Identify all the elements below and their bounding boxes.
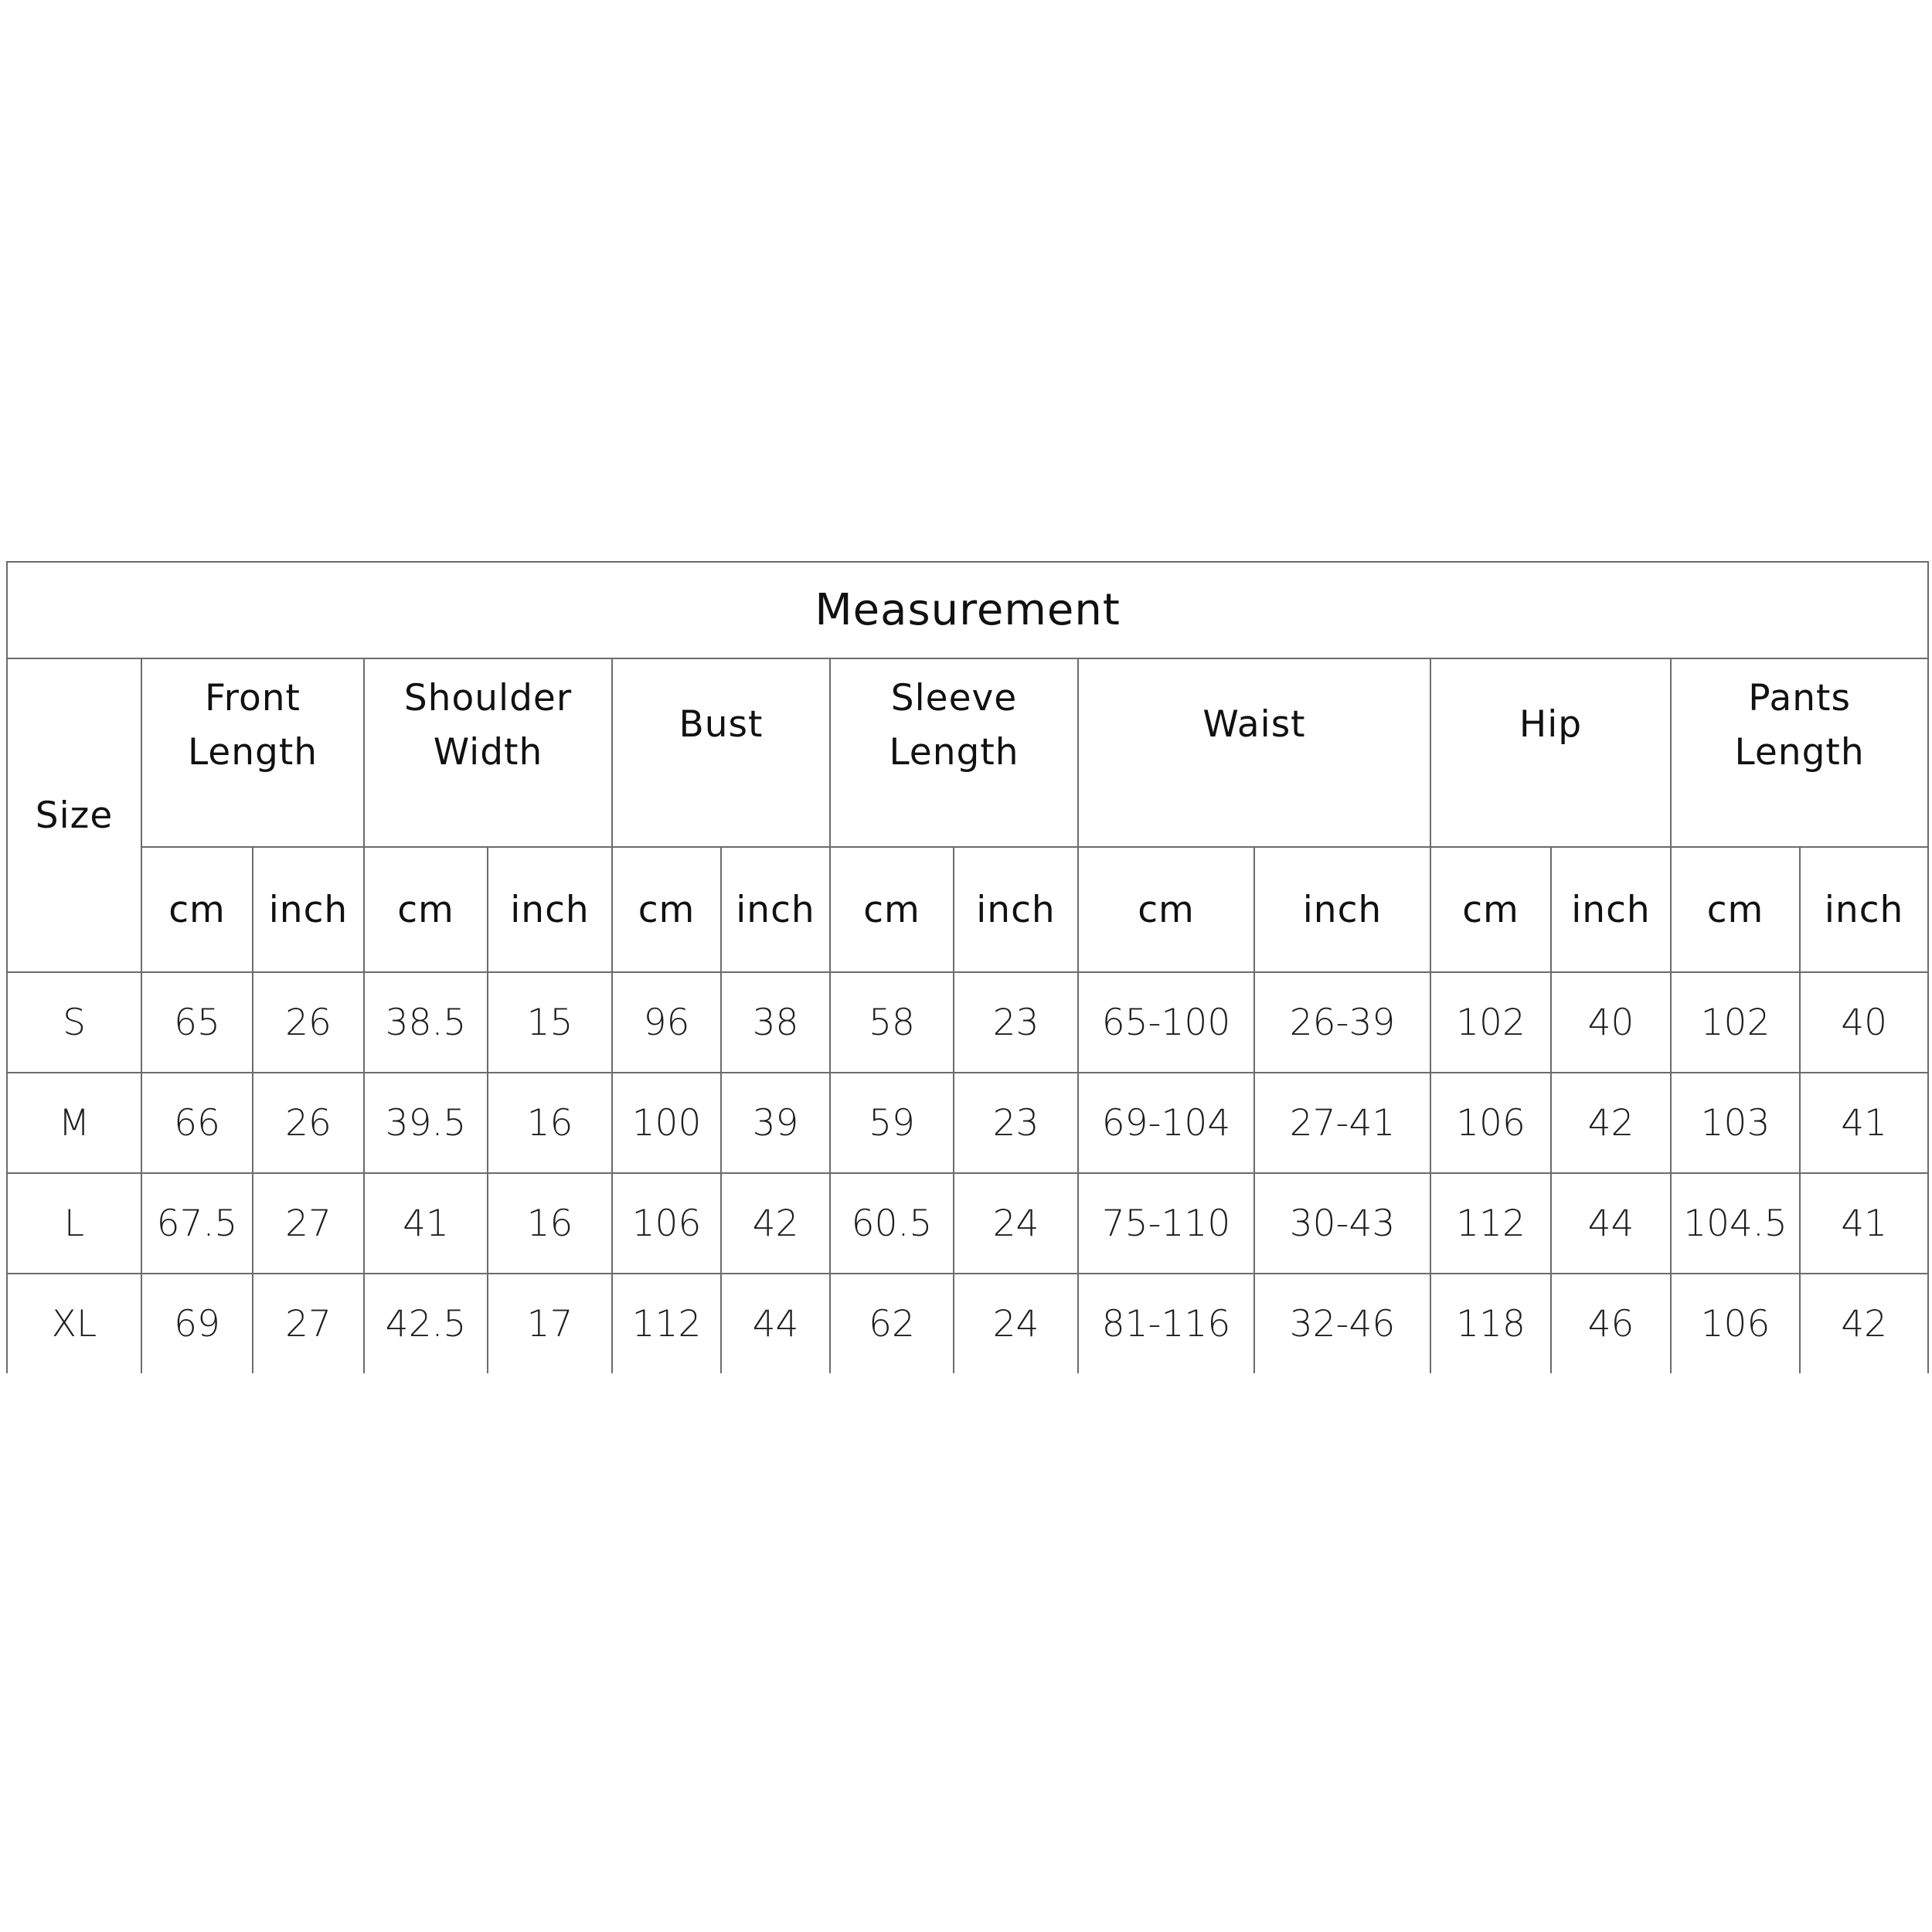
table-cell: 24 — [954, 1173, 1078, 1274]
table-cell: 41 — [1800, 1173, 1928, 1274]
size-label: S — [7, 972, 141, 1073]
table-cell: 40 — [1800, 972, 1928, 1073]
group-header-line: Sleeve — [890, 677, 1018, 719]
table-cell: 67.5 — [141, 1173, 253, 1274]
unit-row — [7, 847, 1928, 972]
unit-header-cm: cm — [612, 847, 721, 972]
table-cell: 32-46 — [1254, 1274, 1430, 1373]
table-cell: 106 — [612, 1173, 721, 1274]
table-cell: 38.5 — [364, 972, 488, 1073]
table-cell: 69-104 — [1078, 1073, 1254, 1173]
unit-header-inch: inch — [488, 847, 612, 972]
table-title: Measurement — [7, 562, 1928, 658]
table-cell: 102 — [1430, 972, 1551, 1073]
unit-header-inch: inch — [721, 847, 830, 972]
group-header-line: Hip — [1519, 703, 1583, 746]
table-cell: 58 — [830, 972, 954, 1073]
size-label: XL — [7, 1274, 141, 1373]
group-header-shoulder-width — [364, 658, 612, 847]
group-header-line: Shoulder — [403, 677, 573, 719]
measurement-table — [6, 561, 1929, 1373]
group-header-sleeve-length — [830, 658, 1078, 847]
table-cell: 27 — [253, 1274, 364, 1373]
table-row — [7, 1073, 1928, 1173]
table-cell: 26-39 — [1254, 972, 1430, 1073]
table-cell: 23 — [954, 1073, 1078, 1173]
table-cell: 112 — [612, 1274, 721, 1373]
table-cell: 65 — [141, 972, 253, 1073]
size-column-header: Size — [7, 658, 141, 972]
table-row — [7, 1274, 1928, 1373]
table-cell: 46 — [1551, 1274, 1671, 1373]
unit-header-cm: cm — [364, 847, 488, 972]
table-cell: 15 — [488, 972, 612, 1073]
unit-header-inch: inch — [253, 847, 364, 972]
table-cell: 27-41 — [1254, 1073, 1430, 1173]
table-cell: 40 — [1551, 972, 1671, 1073]
unit-header-cm: cm — [1430, 847, 1551, 972]
table-cell: 106 — [1430, 1073, 1551, 1173]
table-cell: 42.5 — [364, 1274, 488, 1373]
table-cell: 41 — [1800, 1073, 1928, 1173]
unit-header-cm: cm — [1078, 847, 1254, 972]
table-row — [7, 1173, 1928, 1274]
unit-header-inch: inch — [1551, 847, 1671, 972]
table-cell: 60.5 — [830, 1173, 954, 1274]
table-cell: 100 — [612, 1073, 721, 1173]
table-cell: 59 — [830, 1073, 954, 1173]
unit-header-cm: cm — [1671, 847, 1800, 972]
table-cell: 102 — [1671, 972, 1800, 1073]
group-header-line: Length — [1734, 731, 1865, 774]
table-cell: 104.5 — [1671, 1173, 1800, 1274]
unit-header-inch: inch — [1800, 847, 1928, 972]
group-header-line: Length — [889, 731, 1019, 774]
group-header-bust — [612, 658, 830, 847]
table-cell: 65-100 — [1078, 972, 1254, 1073]
table-body — [7, 972, 1928, 1373]
table-cell: 81-116 — [1078, 1274, 1254, 1373]
table-row — [7, 972, 1928, 1073]
table-cell: 96 — [612, 972, 721, 1073]
group-header-line: Length — [187, 731, 318, 774]
table-cell: 16 — [488, 1173, 612, 1274]
table-cell: 39.5 — [364, 1073, 488, 1173]
unit-header-cm: cm — [141, 847, 253, 972]
table-cell: 118 — [1430, 1274, 1551, 1373]
table-cell: 66 — [141, 1073, 253, 1173]
table-cell: 27 — [253, 1173, 364, 1274]
table-cell: 23 — [954, 972, 1078, 1073]
table-cell: 42 — [1800, 1274, 1928, 1373]
group-header-line: Bust — [679, 703, 764, 746]
unit-header-cm: cm — [830, 847, 954, 972]
table-cell: 103 — [1671, 1073, 1800, 1173]
table-cell: 42 — [1551, 1073, 1671, 1173]
table-cell: 24 — [954, 1274, 1078, 1373]
table-cell: 44 — [1551, 1173, 1671, 1274]
table-cell: 26 — [253, 1073, 364, 1173]
table-cell: 69 — [141, 1274, 253, 1373]
group-header-hip — [1430, 658, 1671, 847]
group-header-line: Waist — [1202, 703, 1306, 746]
group-header-line: Front — [205, 677, 301, 719]
table-cell: 106 — [1671, 1274, 1800, 1373]
table-cell: 16 — [488, 1073, 612, 1173]
table-cell: 30-43 — [1254, 1173, 1430, 1274]
unit-header-inch: inch — [1254, 847, 1430, 972]
table-cell: 75-110 — [1078, 1173, 1254, 1274]
table-cell: 42 — [721, 1173, 830, 1274]
table-cell: 62 — [830, 1274, 954, 1373]
size-label: M — [7, 1073, 141, 1173]
size-label: L — [7, 1173, 141, 1274]
group-header-waist — [1078, 658, 1430, 847]
group-header-front-length — [141, 658, 364, 847]
table-cell: 26 — [253, 972, 364, 1073]
group-header-line: Width — [433, 731, 543, 774]
table-cell: 39 — [721, 1073, 830, 1173]
group-header-pants-length — [1671, 658, 1928, 847]
size-chart — [6, 561, 1927, 1372]
table-cell: 17 — [488, 1274, 612, 1373]
table-cell: 112 — [1430, 1173, 1551, 1274]
unit-header-inch: inch — [954, 847, 1078, 972]
table-cell: 44 — [721, 1274, 830, 1373]
group-header-line: Pants — [1748, 677, 1851, 719]
table-cell: 41 — [364, 1173, 488, 1274]
table-cell: 38 — [721, 972, 830, 1073]
